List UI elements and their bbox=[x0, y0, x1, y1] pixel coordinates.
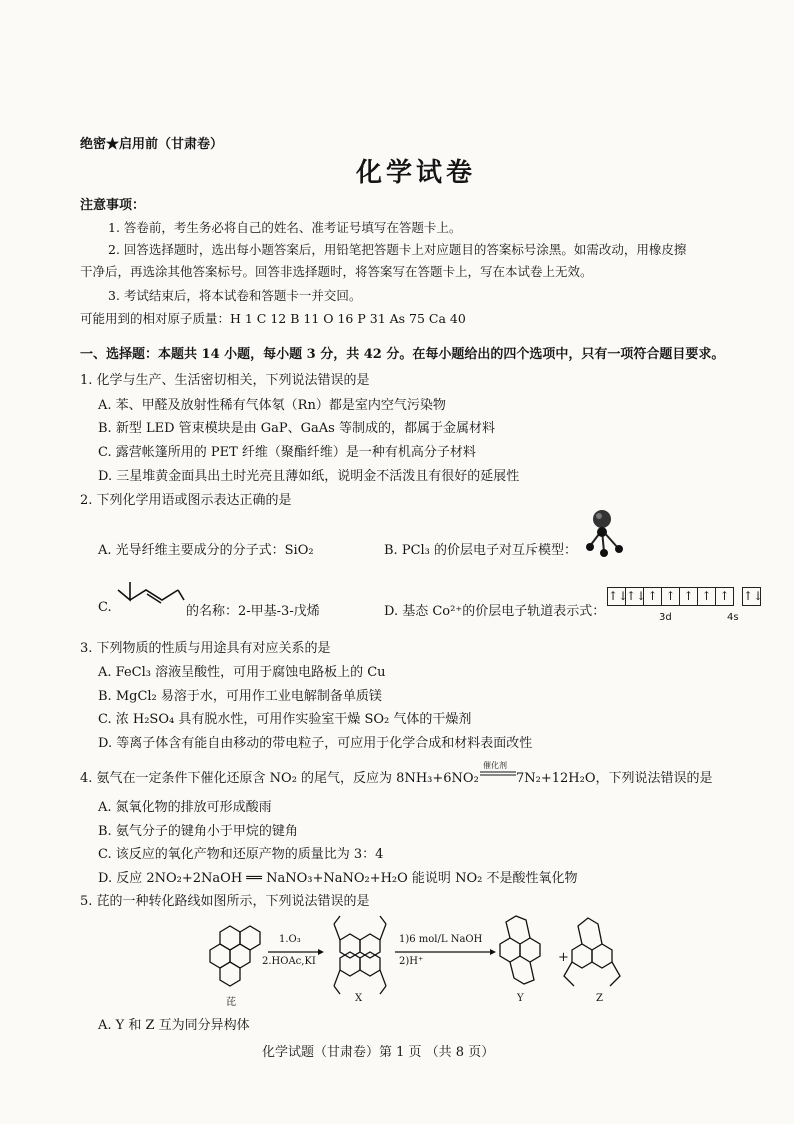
compound-x-structure-icon bbox=[334, 916, 386, 994]
q4-stem-part1: 4. 氨气在一定条件下催化还原含 NO₂ 的尾气，反应为 8NH₃+6NO₂ bbox=[80, 771, 479, 786]
orbital-label-4s: 4s bbox=[727, 612, 739, 623]
note-item-3: 3. 考试结束后，将本试卷和答题卡一并交回。 bbox=[108, 288, 362, 303]
skeletal-structure-icon bbox=[114, 578, 186, 618]
step2-reagent-bottom: 2)H⁺ bbox=[399, 956, 424, 967]
q4-option-a: A. 氮氧化物的排放可形成酸雨 bbox=[98, 800, 272, 815]
compound-y-structure-icon bbox=[500, 916, 540, 984]
reaction-arrow-icon bbox=[480, 771, 516, 777]
q3-option-d: D. 等离子体含有能自由移动的带电粒子，可应用于化学合成和材料表面改性 bbox=[98, 736, 533, 751]
step1-reagent-bottom: 2.HOAc,KI bbox=[262, 956, 316, 967]
plus-sign: + bbox=[558, 950, 569, 965]
label-x: X bbox=[355, 993, 363, 1004]
q3-option-c: C. 浓 H₂SO₄ 具有脱水性，可用作实验室干燥 SO₂ 气体的干燥剂 bbox=[98, 712, 472, 727]
q2-option-c-prefix: C. bbox=[98, 600, 112, 615]
pcl3-vsepr-model-icon bbox=[578, 508, 630, 560]
step2-reagent-top: 1)6 mol/L NaOH bbox=[399, 934, 483, 945]
q3-option-a: A. FeCl₃ 溶液呈酸性，可用于腐蚀电路板上的 Cu bbox=[98, 665, 386, 680]
q2-option-b: B. PCl₃ 的价层电子对互斥模型： bbox=[384, 543, 578, 558]
q1-option-b: B. 新型 LED 管束模块是由 GaP、GaAs 等制成的，都属于金属材料 bbox=[98, 421, 495, 436]
step1-reagent-top: 1.O₃ bbox=[279, 934, 301, 945]
catalyst-label: 催化剂 bbox=[483, 761, 507, 770]
q1-option-c: C. 露营帐篷所用的 PET 纤维（聚酯纤维）是一种有机高分子材料 bbox=[98, 445, 476, 460]
orbital-4s-1: ↑↓ bbox=[742, 587, 761, 606]
q3-option-b: B. MgCl₂ 易溶于水，可用作工业电解制备单质镁 bbox=[98, 689, 382, 704]
page-title: 化学试卷 bbox=[356, 158, 477, 188]
q2-option-d: D. 基态 Co²⁺的价层电子轨道表示式： bbox=[384, 604, 606, 619]
q1-option-a: A. 苯、甲醛及放射性稀有气体氡（Rn）都是室内空气污染物 bbox=[98, 398, 446, 413]
atomic-masses: 可能用到的相对原子质量：H 1 C 12 B 11 O 16 P 31 As 75 Ca 40 bbox=[80, 311, 466, 326]
orbital-3d-1: ↑↓ bbox=[607, 587, 626, 606]
note-item-1: 1. 答卷前，考生务必将自己的姓名、准考证号填写在答题卡上。 bbox=[108, 220, 462, 235]
q3-stem: 3. 下列物质的性质与用途具有对应关系的是 bbox=[80, 641, 331, 656]
orbital-3d-7: ↑ bbox=[715, 587, 734, 606]
page-footer: 化学试题（甘肃卷）第 1 页 （共 8 页） bbox=[262, 1045, 495, 1060]
q4-option-b: B. 氨气分子的键角小于甲烷的键角 bbox=[98, 824, 298, 839]
notes-heading: 注意事项： bbox=[80, 198, 146, 213]
q5-option-a: A. Y 和 Z 互为同分异构体 bbox=[98, 1018, 250, 1033]
q2-stem: 2. 下列化学用语或图示表达正确的是 bbox=[80, 493, 292, 508]
label-z: Z bbox=[596, 993, 603, 1004]
orbital-diagram bbox=[607, 586, 764, 606]
orbital-3d-5: ↑ bbox=[679, 587, 698, 606]
orbital-3d-3: ↑ bbox=[643, 587, 662, 606]
q4-option-d: D. 反应 2NO₂+2NaOH ══ NaNO₃+NaNO₂+H₂O 能说明 NO₂ 不是酸性氧化物 bbox=[98, 871, 578, 886]
label-pyrene: 芘 bbox=[226, 997, 236, 1008]
q1-stem: 1. 化学与生产、生活密切相关，下列说法错误的是 bbox=[80, 373, 370, 388]
note-item-2a: 2. 回答选择题时，选出每小题答案后，用铅笔把答题卡上对应题目的答案标号涂黑。如需改动，用橡皮擦 bbox=[108, 242, 687, 257]
q1-option-d: D. 三星堆黄金面具出土时光亮且薄如纸，说明金不活泼且有很好的延展性 bbox=[98, 469, 520, 484]
q2-option-c-suffix: 的名称：2-甲基-3-戊烯 bbox=[186, 604, 320, 619]
orbital-3d-6: ↑ bbox=[697, 587, 716, 606]
pyrene-structure-icon bbox=[210, 926, 260, 986]
q4-option-c: C. 该反应的氧化产物和还原产物的质量比为 3：4 bbox=[98, 847, 384, 862]
section1-heading: 一、选择题：本题共 14 小题，每小题 3 分，共 42 分。在每小题给出的四个选项中，只有一项符合题目要求。 bbox=[80, 347, 725, 362]
q5-stem: 5. 芘的一种转化路线如图所示，下列说法错误的是 bbox=[80, 894, 370, 909]
note-item-2b: 干净后，再选涂其他答案标号。回答非选择题时，将答案写在答题卡上，写在本试卷上无效。 bbox=[80, 264, 593, 279]
compound-z-structure-icon bbox=[564, 918, 620, 986]
q2-option-a: A. 光导纤维主要成分的分子式：SiO₂ bbox=[98, 543, 314, 558]
label-y: Y bbox=[517, 993, 524, 1004]
secret-label: 绝密★启用前（甘肃卷） bbox=[80, 137, 224, 152]
orbital-3d-4: ↑ bbox=[661, 587, 680, 606]
q4-stem-part2: 7N₂+12H₂O，下列说法错误的是 bbox=[516, 771, 713, 786]
orbital-3d-2: ↑↓ bbox=[625, 587, 644, 606]
orbital-label-3d: 3d bbox=[659, 612, 672, 623]
